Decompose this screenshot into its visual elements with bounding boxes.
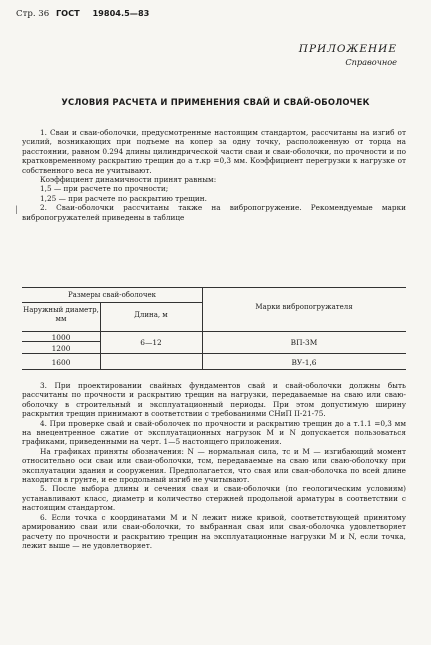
table-col-diameter: Наружный диаметр, мм [23,306,99,323]
intro-section [22,128,406,222]
paragraph-1b: Коэффициент динамичности принят равным: [40,175,217,185]
table-row-rule-2 [22,353,406,354]
table-row-length: 6—12 [140,338,162,347]
table-bottom-rule [22,369,406,370]
paragraph-2: 2. Сваи-оболочки рассчитаны также на вибропогружение. Рекомендуемые марки вибропогружателей приведены в таблице [22,203,406,222]
table-row-grade: ВП-3М [290,338,318,347]
paragraph-5: 5. После выбора длины и сечения свая и сваи-оболочки (по геологическим условиям) устанавливают класс, диаметр и количество стержней продольной арматуры в соответствии с настоящим стандартом. [22,484,406,513]
paragraph-6: 6. Если точка с координатами M и N лежит ниже кривой, соответствующей принятому армированию сваи или сваи-оболочки, то выбранная свая или свая-оболочка удовлетворяет расчету по прочности и раскрытию трещин на эксплуатационные нагрузки M и N, если точка, лежит выше — не удовлетворяет. [22,512,406,550]
margin-mark: | [15,205,18,214]
table-col-grade: Марки вибропогружателя [255,303,353,311]
table-row-diameter: 1000 [51,333,71,342]
paragraph-1: 1. Сваи и сваи-оболочки, предусмотренные настоящим стандартом, рассчитаны на изгиб от усилий, возникающих при подъеме на копер за одну точку, расположенную от торца на расстоянии, равном 0.294 длины цилиндрической части сваи и сваи-оболочки, по прочности и по кратковременному раскрытию трещин до a т.кр =0,3 мм. Коэффициент перегрузки к нагрузке от собственного веса не учитывают. [22,128,406,175]
appendix-subtitle: Справочное [345,57,397,67]
table-head-group: Размеры свай-оболочек [67,291,157,299]
paragraph-4: 4. При проверке свай и свай-оболочек по прочности и раскрытию трещин до a т.1.1 =0,3 мм на внецентренное сжатие от эксплуатационных нагрузок M и N допускается пользоваться графиками, приведенными на черт. 1—5 настоящего приложения. [22,418,406,447]
table-head-rule [22,331,406,332]
main-section [22,381,406,550]
table-row-diameter: 1600 [51,358,71,367]
gost-label: ГОСТ [55,8,80,18]
page-header [16,8,153,19]
paragraph-3: 3. При проектировании свайных фундаментов свай и свай-оболочки должны быть рассчитаны по прочности и раскрытию трещин на нагрузки, передаваемые на сваю или сваю-оболочку в строительный и эксплуатационный периоды. При этом допустимую ширину раскрытия трещин принимают в соответствии с требованиями СНиП II-21-75. [22,381,406,419]
paragraph-1d: 1,25 — при расчете по раскрытию трещин. [40,193,207,203]
paragraph-1c: 1,5 — при расчете по прочности; [40,184,169,194]
table-col-divider-1 [202,287,203,369]
table-col-length: Длина, м [134,311,168,319]
document-title: УСЛОВИЯ РАСЧЕТА И ПРИМЕНЕНИЯ СВАЙ И СВАЙ-ОБОЛОЧЕК [61,97,370,107]
standard-number: 19804.5—83 [92,8,150,18]
paragraph-4b: На графиках приняты обозначения: N — нормальная сила, тс и M — изгибающий момент относительно оси сваи или сваи-оболочки, тсм, передаваемые на сваю или сваю-оболочку при эксплуатации здания и сооружения. Предполагается, что свая или свая-оболочка по всей длине находится в грунте, и ее продольный изгиб не учитывают. [22,446,406,485]
page-number: Стр. 36 [16,9,50,19]
table-row-grade: ВУ-1,6 [291,358,317,367]
table-row-diameter: 1200 [51,344,71,353]
table-top-rule [22,287,406,288]
appendix-title: ПРИЛОЖЕНИЕ [298,43,397,55]
table-subhead-rule [22,302,202,303]
appendix-label [299,43,397,67]
